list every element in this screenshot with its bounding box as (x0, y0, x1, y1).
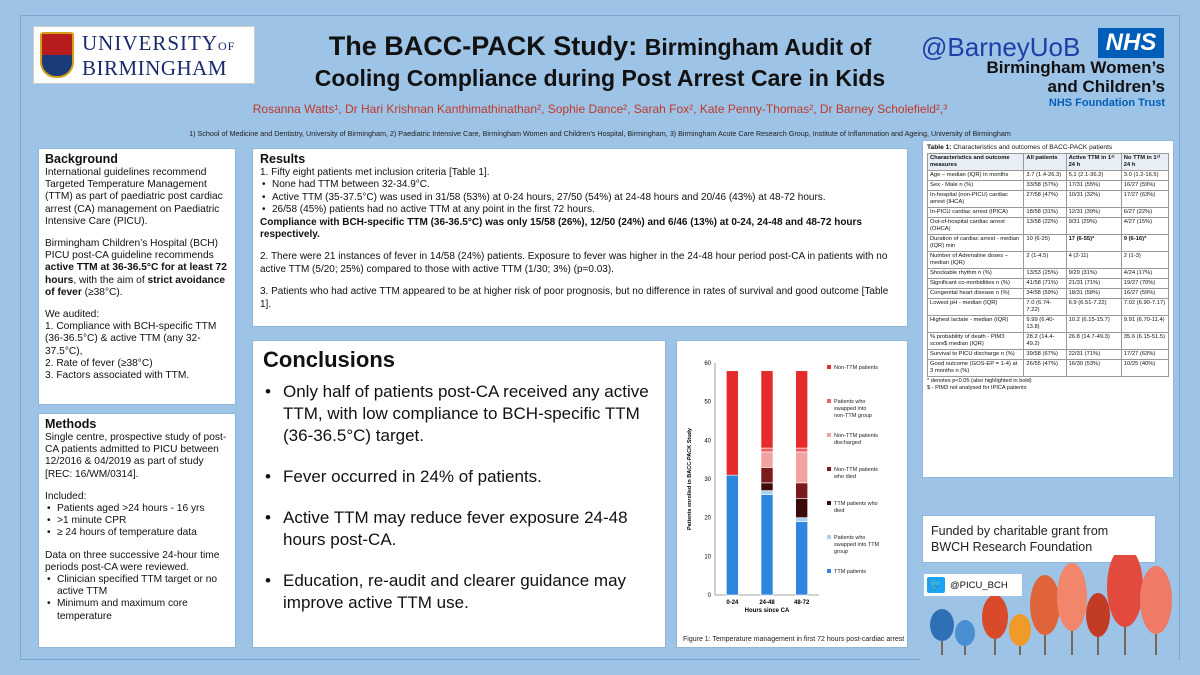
bar-segment (761, 494, 773, 595)
legend-swatch (827, 569, 831, 573)
table-header: Characteristics and outcome measures (928, 154, 1024, 171)
title-rest: Birmingham Audit of (644, 34, 872, 60)
conclusions-panel (252, 340, 666, 648)
nhs-logo: NHS (1098, 28, 1164, 58)
table-notes (927, 378, 1169, 392)
table-cell: 10.2 (6.15-15.7) (1066, 316, 1121, 333)
included-label: Included: (45, 490, 87, 502)
legend-label: who died (834, 474, 857, 480)
conclusion-item: • Only half of patients post-CA received any active TTM, with low compliance to BCH-specific TTM (36-36.5°C) target. (263, 381, 655, 447)
legend-label: Patients who (834, 399, 866, 405)
bar-segment (796, 518, 808, 522)
table-cell: 9/31 (29%) (1066, 218, 1121, 235)
table-cell: 28.2 (14.4-49.2) (1024, 333, 1066, 350)
table-cell: 6.9 (6.51-7.22) (1066, 299, 1121, 316)
figure-caption: Figure 1: Temperature management in first 72 hours post-cardiac arrest (683, 636, 905, 643)
table-cell: 13/58 (22%) (1024, 218, 1066, 235)
table-body (928, 171, 1169, 377)
legend-swatch (827, 501, 831, 505)
background-p2-start: Birmingham Children’s Hospital (BCH) PICU post-CA guideline recommends (45, 238, 219, 262)
table-row (928, 279, 1169, 289)
table-cell: 34/58 (59%) (1024, 289, 1066, 299)
table-row (928, 252, 1169, 269)
list-item: • ≥ 24 hours of temperature data (45, 527, 229, 539)
table-header: Active TTM in 1ˢᵗ 24 h (1066, 154, 1121, 171)
legend-swatch (827, 399, 831, 403)
table-cell: 27/58 (47%) (1024, 191, 1066, 208)
methods-panel (38, 413, 236, 648)
table-row (928, 191, 1169, 208)
table-row (928, 299, 1169, 316)
y-tick-label: 10 (704, 554, 711, 561)
background-p2-mid: , with the aim of (73, 274, 148, 286)
legend-label: non-TTM group (834, 413, 872, 419)
bar-segment (761, 448, 773, 452)
table-cell: Shockable rhythm n (%) (928, 269, 1024, 279)
conclusion-item: • Fever occurred in 24% of patients. (263, 466, 655, 488)
methods-heading: Methods (45, 417, 97, 431)
table-cell: 22/31 (71%) (1066, 350, 1121, 360)
table-cell: 17/27 (63%) (1121, 191, 1168, 208)
bar-segment (796, 498, 808, 517)
university-logo (33, 26, 255, 84)
table-title (927, 144, 1169, 151)
table-cell: 39/58 (67%) (1024, 350, 1066, 360)
poster-title (280, 30, 920, 93)
table-header-row (928, 154, 1169, 171)
legend-label: died (834, 508, 845, 514)
table-row (928, 289, 1169, 299)
results-body (260, 167, 900, 311)
methods-p2: Data on three successive 24-hour time periods post-CA were reviewed. (45, 549, 220, 573)
table-note: $ - PIM3 not analysed for IPICA patients (927, 385, 1027, 391)
audited-intro: We audited: (45, 309, 100, 321)
results-heading: Results (260, 152, 306, 166)
table-cell: In-PICU cardiac arrest (IPICA) (928, 208, 1024, 218)
table-cell: Good outcome (GOS-EP = 1-4) at 3 months n (%) (928, 360, 1024, 377)
legend-swatch (827, 433, 831, 437)
twitter-handle-header[interactable]: @BarneyUoB (921, 32, 1081, 62)
result-3: 3. Patients who had active TTM appeared to be at higher risk of poor prognosis, but no difference in rates of survival and good outcome [Table 1]. (260, 286, 889, 310)
legend-label: Patients who (834, 535, 866, 541)
characteristics-table (927, 153, 1169, 377)
table-row (928, 171, 1169, 181)
list-item: • None had TTM between 32-34.9°C. (260, 179, 900, 191)
audited-item: 1. Compliance with BCH-specific TTM (36-36.5°C) & active TTM (any 32-37.5°C), (45, 321, 217, 357)
funding-box: Funded by charitable grant from BWCH Research Foundation (922, 515, 1156, 563)
table-header: No TTM in 1ˢᵗ 24 h (1121, 154, 1168, 171)
table-row (928, 316, 1169, 333)
background-p2-end: (≥38°C). (81, 286, 123, 298)
table-title-rest: Characteristics and outcomes of BACC-PACK patients (951, 144, 1113, 151)
background-panel (38, 148, 236, 405)
affiliations: 1) School of Medicine and Dentistry, University of Birmingham, 2) Paediatric Intensive Care, Birmingham Women and Children’s Hospital, Birmingham, 3) Birmingham Acute Care Research Group, Institute of Inflammation and Ageing, University of Birmingham (189, 129, 1011, 138)
table-cell: 10/25 (40%) (1121, 360, 1168, 377)
table-cell: 26/55 (47%) (1024, 360, 1066, 377)
table-cell: 7.0 (6.74-7.22) (1024, 299, 1066, 316)
table-row (928, 235, 1169, 252)
conclusions-heading: Conclusions (263, 347, 396, 372)
list-item: • Clinician specified TTM target or no active TTM (45, 574, 229, 598)
bar-segment (761, 467, 773, 482)
bar-segment (726, 475, 738, 595)
table-cell: 21/31 (71%) (1066, 279, 1121, 289)
table-cell: % probability of death - PIM3 score$ median (IQR) (928, 333, 1024, 350)
table-note: * denotes p<0.05 (also highlighted in bold) (927, 378, 1032, 384)
legend-label: discharged (834, 440, 861, 446)
table-cell: 4/27 (15%) (1121, 218, 1168, 235)
methods-p1: Single centre, prospective study of post-CA patients admitted to PICU between 12/2016 & 04/2019 as part of study [REC: 16/WM/0314]. (45, 432, 227, 480)
x-axis-label: Hours since CA (744, 608, 790, 614)
table-row (928, 360, 1169, 377)
reviewed-list (45, 574, 229, 623)
table-row (928, 333, 1169, 350)
trust-line3: NHS Foundation Trust (1048, 97, 1165, 109)
twitter-icon: 🐦 (927, 577, 945, 593)
table-cell: 16/30 (53%) (1066, 360, 1121, 377)
audited-item: 2. Rate of fever (≥38°C) (45, 357, 153, 369)
table-cell: In-hospital (non-PICU) cardiac arrest (IHCA) (928, 191, 1024, 208)
methods-body (45, 432, 229, 623)
table-cell: Congenital heart disease n (%) (928, 289, 1024, 299)
table-cell: 16/27 (59%) (1121, 289, 1168, 299)
result-2: 2. There were 21 instances of fever in 14/58 (24%) patients. Exposure to fever was higher in the 24-48 hour period post-CA in patients with no active TTM (5/20; 25%) compared to those with active TTM (1/30; 3%) (p=0.03). (260, 251, 888, 275)
background-p1: International guidelines recommend Targeted Temperature Management (TTM) as part of paediatric post cardiac arrest (CA) management on Paediatric Intensive Care (PICU). (45, 167, 223, 227)
table-row (928, 269, 1169, 279)
legend-label: TTM patients who (834, 501, 878, 507)
table-cell: 3.7 (1.4-26.3) (1024, 171, 1066, 181)
table-cell: 33/58 (57%) (1024, 181, 1066, 191)
trees-illustration (920, 555, 1178, 660)
list-item: • 26/58 (45%) patients had no active TTM at any point in the first 72 hours. (260, 204, 900, 216)
legend-label: Non-TTM patients (834, 433, 879, 439)
table-cell: 35.6 (6.15-51.5) (1121, 333, 1168, 350)
bar-segment (726, 371, 738, 475)
title-line2: Cooling Compliance during Post Arrest Care in Kids (314, 65, 886, 91)
result-1-compliance: Compliance with BCH-specific TTM (36-36.5°C) was only 15/58 (26%), 12/50 (24%) and 6/46 (13%) at 0-24, 24-48 and 48-72 hours respectively. (260, 216, 862, 241)
table-cell: Sex - Male n (%) (928, 181, 1024, 191)
background-body (45, 167, 229, 382)
legend-swatch (827, 467, 831, 471)
y-tick-label: 30 (704, 477, 711, 483)
table-cell: 7.02 (6.90-7.17) (1121, 299, 1168, 316)
table-cell: Duration of cardiac arrest - median (IQR) min (928, 235, 1024, 252)
table-row (928, 181, 1169, 191)
table-cell: 9 (6-16)* (1121, 235, 1168, 252)
x-tick-label: 24-48 (759, 600, 775, 606)
table-cell: Highest lactate - median (IQR) (928, 316, 1024, 333)
audited-item: 3. Factors associated with TTM. (45, 370, 190, 382)
bar-segment (796, 448, 808, 452)
conclusion-item: • Education, re-audit and clearer guidance may improve active TTM use. (263, 570, 655, 614)
table-title-label: Table 1: (927, 144, 952, 151)
background-p2-bold1: active TTM at 36-36.5°C for at least 72 hours (45, 262, 227, 286)
table-panel (922, 140, 1174, 478)
list-item: • >1 minute CPR (45, 515, 229, 527)
x-tick-label: 48-72 (793, 600, 810, 606)
legend-label: Non-TTM patients (834, 365, 879, 371)
stacked-bar-chart (677, 341, 909, 633)
background-heading: Background (45, 152, 118, 166)
table-cell: Lowest pH - median (IQR) (928, 299, 1024, 316)
bar-segment (761, 371, 773, 448)
bar-segment (796, 522, 808, 595)
x-tick-label: 0-24 (726, 600, 739, 606)
table-cell: 17 (6-55)* (1066, 235, 1121, 252)
table-cell: 9.99 (6.40-13.8) (1024, 316, 1066, 333)
legend-swatch (827, 365, 831, 369)
list-item: • Active TTM (35-37.5°C) was used in 31/58 (53%) at 0-24 hours, 27/50 (54%) at 24-48 hours and 20/46 (43%) at 48-72 hours. (260, 192, 900, 204)
list-item: • Patients aged >24 hours - 16 yrs (45, 503, 229, 515)
included-list (45, 503, 229, 540)
bar-segment (761, 452, 773, 467)
legend-label: Non-TTM patients (834, 467, 879, 473)
bar-segment (761, 483, 773, 491)
list-item: • Minimum and maximum core temperature (45, 598, 229, 622)
table-row (928, 350, 1169, 360)
table-cell: Significant co-morbidities n (%) (928, 279, 1024, 289)
bar-segment (796, 452, 808, 483)
y-tick-label: 60 (704, 361, 711, 367)
y-tick-label: 40 (704, 438, 711, 445)
table-cell: Survival to PICU discharge n (%) (928, 350, 1024, 360)
figure-panel (676, 340, 908, 648)
conclusion-item: • Active TTM may reduce fever exposure 24-48 hours post-CA. (263, 507, 655, 551)
twitter-badge[interactable] (924, 574, 1022, 596)
table-cell: 13/53 (25%) (1024, 269, 1066, 279)
table-cell: Age – median (IQR) in months (928, 171, 1024, 181)
table-cell: 9.91 (6.70-11.4) (1121, 316, 1168, 333)
results-panel (252, 148, 908, 327)
table-cell: 26.8 (14.7-49.3) (1066, 333, 1121, 350)
table-cell: 12/31 (39%) (1066, 208, 1121, 218)
table-cell: 3.0 (1.2-16.5) (1121, 171, 1168, 181)
table-cell: 41/58 (71%) (1024, 279, 1066, 289)
result-1-bullets (260, 179, 900, 216)
trust-line1: Birmingham Women’s (986, 58, 1165, 77)
authors: Rosanna Watts¹, Dr Hari Krishnan Kanthimathinathan², Sophie Dance², Sarah Fox², Kate Penny-Thomas², Dr Barney Scholefield²,³ (252, 102, 948, 116)
table-cell: 18/31 (58%) (1066, 289, 1121, 299)
y-axis-label: Patients enrolled in BACC-PACK Study (687, 428, 693, 530)
table-header: All patients (1024, 154, 1066, 171)
table-cell: 2 (1-4.5) (1024, 252, 1066, 269)
table-cell: 18/58 (31%) (1024, 208, 1066, 218)
table-cell: 19/27 (70%) (1121, 279, 1168, 289)
table-row (928, 218, 1169, 235)
table-cell: 5.1 (2.1-36.2) (1066, 171, 1121, 181)
table-cell: 10 (6-25) (1024, 235, 1066, 252)
university-line1: UNIVERSITY (82, 30, 218, 55)
legend-swatch (827, 535, 831, 539)
table-cell: 2 (1-3) (1121, 252, 1168, 269)
table-row (928, 208, 1169, 218)
conclusions-list (263, 381, 655, 614)
table-cell: 10/31 (32%) (1066, 191, 1121, 208)
twitter-handle: @PICU_BCH (950, 579, 1008, 591)
table-cell: 6/27 (22%) (1121, 208, 1168, 218)
table-cell: 9/29 (31%) (1066, 269, 1121, 279)
bar-segment (761, 491, 773, 495)
university-line2: BIRMINGHAM (82, 55, 228, 80)
result-1: 1. Fifty eight patients met inclusion criteria [Table 1]. (260, 167, 490, 178)
table-cell: 16/27 (59%) (1121, 181, 1168, 191)
table-cell: 17/27 (63%) (1121, 350, 1168, 360)
legend-label: swapped into (834, 406, 867, 412)
legend-label: TTM patients (834, 569, 867, 575)
bar-segment (796, 371, 808, 448)
table-cell: 17/31 (55%) (1066, 181, 1121, 191)
title-bold: The BACC-PACK Study: (328, 31, 638, 61)
university-of: OF (218, 38, 236, 53)
y-tick-label: 0 (707, 593, 711, 599)
university-crest-icon (40, 32, 74, 78)
table-cell: Out-of-hospital cardiac arrest (OHCA) (928, 218, 1024, 235)
table-cell: 4/24 (17%) (1121, 269, 1168, 279)
table-cell: Number of Adrenaline doses – median (IQR) (928, 252, 1024, 269)
legend-label: group (834, 549, 849, 555)
table-cell: 4 (2-11) (1066, 252, 1121, 269)
trust-line2: and Children’s (1047, 77, 1165, 96)
background-p2 (45, 238, 229, 299)
university-wordmark (82, 32, 235, 79)
y-tick-label: 20 (704, 515, 711, 522)
bar-segment (796, 483, 808, 498)
background-p2-bold2: strict avoidance of fever (45, 274, 226, 298)
y-tick-label: 50 (704, 399, 711, 406)
legend-label: swapped into TTM (834, 542, 880, 548)
